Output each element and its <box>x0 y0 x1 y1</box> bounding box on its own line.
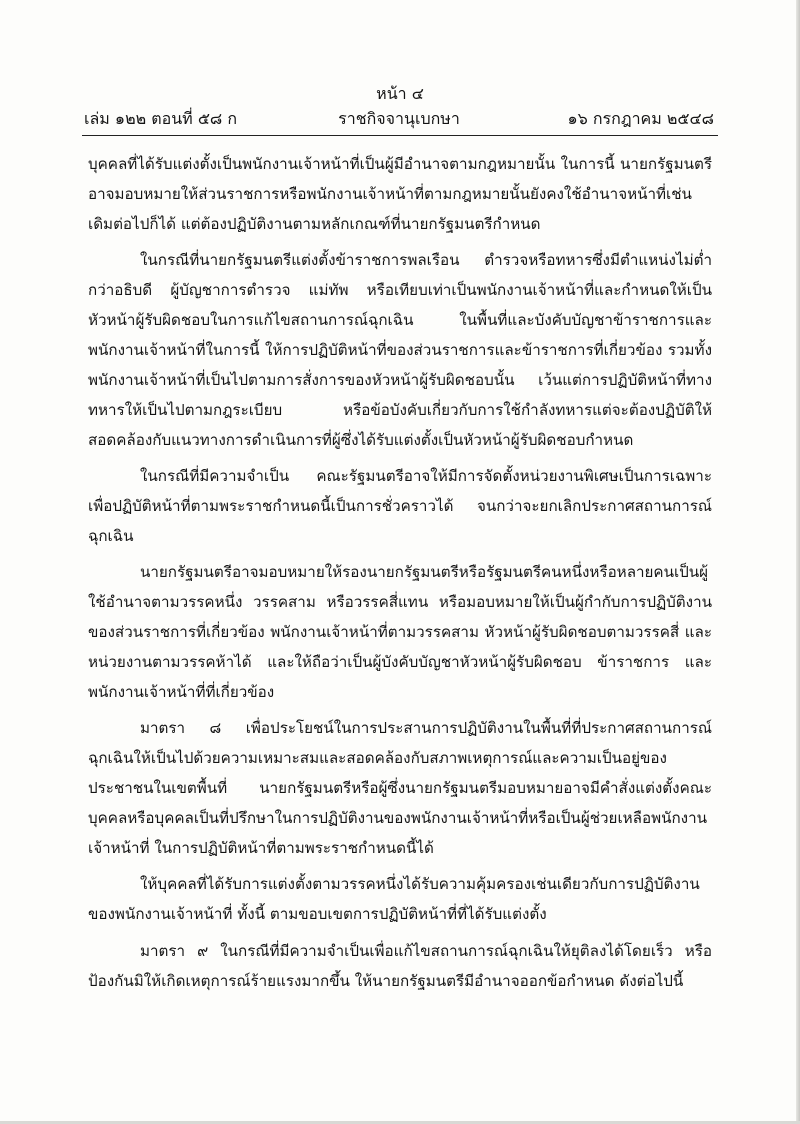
header-rule <box>82 135 718 136</box>
volume-issue: เล่ม ๑๒๒ ตอนที่ ๕๘ ก <box>84 109 238 128</box>
paragraph: นายกรัฐมนตรีอาจมอบหมายให้รองนายกรัฐมนตรีหรือรัฐมนตรีคนหนึ่งหรือหลายคนเป็นผู้ใช้อำนาจตามวรรคหนึ่ง วรรคสาม หรือวรรคสี่แทน หรือมอบหมายให้เป็นผู้กำกับการปฏิบัติงานของส่วนราชการที่เกี่ยวข้อง พนักงานเจ้าหน้าที่ตามวรรคสาม หัวหน้าผู้รับผิดชอบตามวรรคสี่ และหน่วยงานตามวรรคห้าได้ และให้ถือว่าเป็นผู้บังคับบัญชาหัวหน้าผู้รับผิดชอบ ข้าราชการ และพนักงานเจ้าหน้าที่ที่เกี่ยวข้อง <box>88 563 712 701</box>
document-body <box>88 150 712 1003</box>
section-9-paragraph: มาตรา ๙ ในกรณีที่มีความจำเป็นเพื่อแก้ไขสถานการณ์ฉุกเฉินให้ยุติลงได้โดยเร็ว หรือป้องกันมิให้เกิดเหตุการณ์ร้ายแรงมากขึ้น ให้นายกรัฐมนตรีมีอำนาจออกข้อกำหนด ดังต่อไปนี้ <box>88 941 712 990</box>
paragraph: ให้บุคคลที่ได้รับการแต่งตั้งตามวรรคหนึ่งได้รับความคุ้มครองเช่นเดียวกับการปฏิบัติงานของพนักงานเจ้าหน้าที่ ทั้งนี้ ตามขอบเขตการปฏิบัติหน้าที่ที่ได้รับแต่งตั้ง <box>88 875 700 924</box>
publication-date: ๑๖ กรกฎาคม ๒๕๔๘ <box>567 109 714 128</box>
paragraph: ในกรณีที่มีความจำเป็น คณะรัฐมนตรีอาจให้มีการจัดตั้งหน่วยงานพิเศษเป็นการเฉพาะเพื่อปฏิบัติหน้าที่ตามพระราชกำหนดนี้เป็นการชั่วคราวได้ จนกว่าจะยกเลิกประกาศสถานการณ์ฉุกเฉิน <box>88 467 712 545</box>
paragraph-continued: บุคคลที่ได้รับแต่งตั้งเป็นพนักงานเจ้าหน้าที่เป็นผู้มีอำนาจตามกฎหมายนั้น ในการนี้ นายกรัฐมนตรีอาจมอบหมายให้ส่วนราชการหรือพนักงานเจ้าหน้าที่ตามกฎหมายนั้นยังคงใช้อำนาจหน้าที่เช่นเดิมต่อไปก็ได้ แต่ต้องปฏิบัติงานตามหลักเกณฑ์ที่นายกรัฐมนตรีกำหนด <box>88 155 712 233</box>
paragraph: ในกรณีที่นายกรัฐมนตรีแต่งตั้งข้าราชการพลเรือน ตำรวจหรือทหารซึ่งมีตำแหน่งไม่ต่ำกว่าอธิบดี ผู้บัญชาการตำรวจ แม่ทัพ หรือเทียบเท่าเป็นพนักงานเจ้าหน้าที่และกำหนดให้เป็นหัวหน้าผู้รับผิดชอบในการแก้ไขสถานการณ์ฉุกเฉิน ในพื้นที่และบังคับบัญชาข้าราชการและพนักงานเจ้าหน้าที่ในการนี้ ให้การปฏิบัติหน้าที่ของส่วนราชการและข้าราชการที่เกี่ยวข้อง รวมทั้งพนักงานเจ้าหน้าที่เป็นไปตามการสั่งการของหัวหน้าผู้รับผิดชอบนั้น เว้นแต่การปฏิบัติหน้าที่ทางทหารให้เป็นไปตามกฎระเบียบ หรือข้อบังคับเกี่ยวกับการใช้กำลังทหารแต่จะต้องปฏิบัติให้สอดคล้องกับแนวทางการดำเนินการที่ผู้ซึ่งได้รับแต่งตั้งเป็นหัวหน้าผู้รับผิดชอบกำหนด <box>88 251 712 449</box>
section-8-paragraph: มาตรา ๘ เพื่อประโยชน์ในการประสานการปฏิบัติงานในพื้นที่ที่ประกาศสถานการณ์ฉุกเฉินให้เป็นไปด้วยความเหมาะสมและสอดคล้องกับสภาพเหตุการณ์และความเป็นอยู่ของประชาชนในเขตพื้นที่ นายกรัฐมนตรีหรือผู้ซึ่งนายกรัฐมนตรีมอบหมายอาจมีคำสั่งแต่งตั้งคณะบุคคลหรือบุคคลเป็นที่ปรึกษาในการปฏิบัติงานของพนักงานเจ้าหน้าที่หรือเป็นผู้ช่วยเหลือพนักงานเจ้าหน้าที่ ในการปฏิบัติหน้าที่ตามพระราชกำหนดนี้ได้ <box>88 719 712 857</box>
page-number: หน้า ๔ <box>376 84 424 103</box>
publication-title: ราชกิจจานุเบกษา <box>338 109 460 128</box>
running-header <box>84 107 714 131</box>
scan-edge-right <box>796 0 800 1124</box>
